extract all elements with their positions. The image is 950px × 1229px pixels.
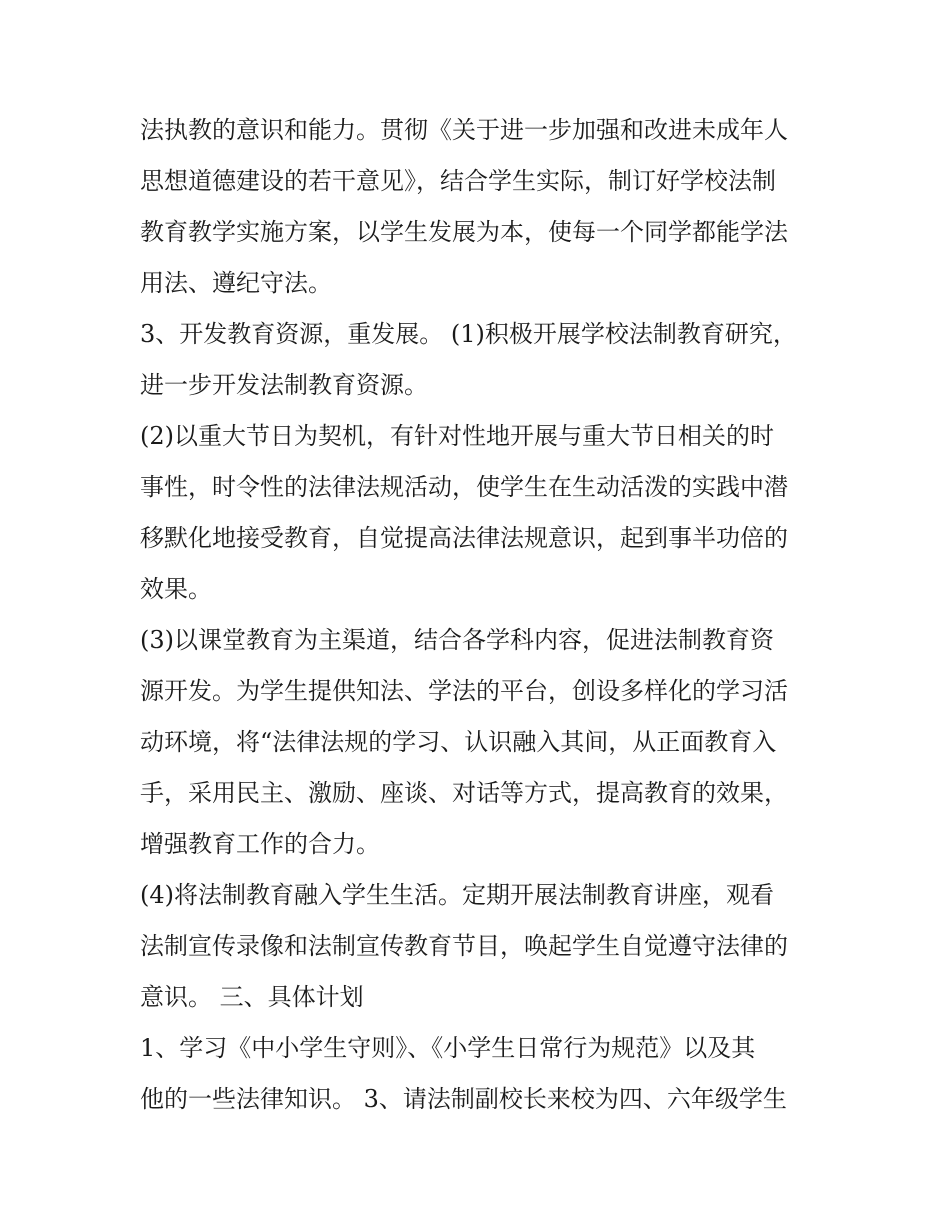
text-line-12: 源开发。为学生提供知法、学法的平台，创设多样化的学习活 — [140, 677, 788, 705]
text-line-15: 增强教育工作的合力。 — [140, 830, 380, 858]
text-line-20: 他的一些法律知识。 3、请法制副校长来校为四、六年级学生 — [140, 1085, 787, 1113]
text-line-4: 用法、遵纪守法。 — [140, 269, 332, 297]
text-line-10: 效果。 — [140, 575, 212, 603]
text-line-3: 教育教学实施方案，以学生发展为本，使每一个同学都能学法 — [140, 218, 788, 246]
text-line-17: 法制宣传录像和法制宣传教育节目，唤起学生自觉遵守法律的 — [140, 932, 788, 960]
text-line-19: 1、学习《中小学生守则》、《小学生日常行为规范》以及其 — [140, 1034, 756, 1062]
text-line-14: 手，采用民主、激励、座谈、对话等方式，提高教育的效果， — [140, 779, 788, 807]
text-line-16: (4)将法制教育融入学生生活。定期开展法制教育讲座，观看 — [140, 881, 774, 909]
text-line-9: 移默化地接受教育，自觉提高法律法规意识，起到事半功倍的 — [140, 524, 788, 552]
text-line-8: 事性，时令性的法律法规活动，使学生在生动活泼的实践中潜 — [140, 473, 788, 501]
text-line-13: 动环境，将“法律法规的学习、认识融入其间，从正面教育入 — [140, 728, 777, 756]
text-line-18: 意识。 三、具体计划 — [140, 983, 364, 1011]
text-line-5: 3、开发教育资源，重发展。 (1)积极开展学校法制教育研究， — [140, 320, 797, 348]
text-line-7: (2)以重大节日为契机，有针对性地开展与重大节日相关的时 — [140, 422, 774, 450]
text-line-2: 思想道德建设的若干意见》，结合学生实际，制订好学校法制 — [140, 167, 776, 195]
text-line-11: (3)以课堂教育为主渠道，结合各学科内容，促进法制教育资 — [140, 626, 774, 654]
text-line-1: 法执教的意识和能力。贯彻《关于进一步加强和改进未成年人 — [140, 116, 788, 144]
text-line-6: 进一步开发法制教育资源。 — [140, 371, 428, 399]
